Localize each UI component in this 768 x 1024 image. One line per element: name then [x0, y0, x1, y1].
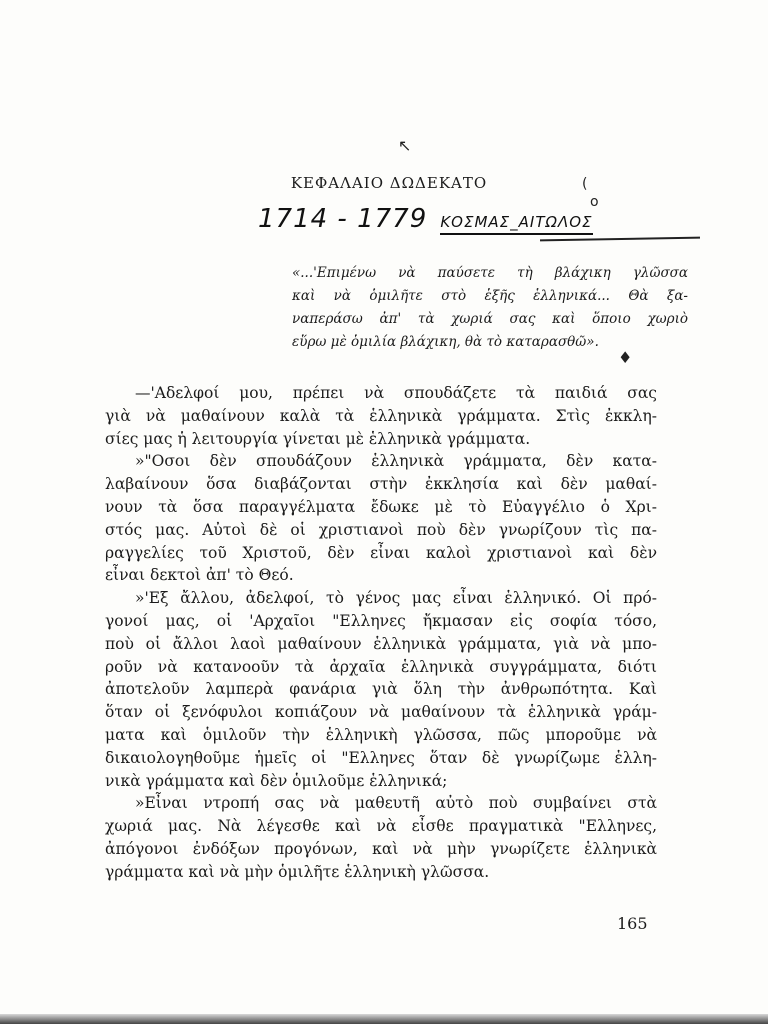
- body-text: [105, 382, 657, 884]
- epigraph: [292, 262, 688, 354]
- text-line: ἀπόγονοι ἐνδόξων προγόνων, καὶ νὰ μὴν γνωρίζετε ἑλληνικὰ: [105, 839, 657, 858]
- handwritten-name: ΚΟΣΜΑΣ_ΑΙΤΩΛΟΣ: [440, 213, 592, 235]
- epigraph-line: «...'Επιμένω νὰ παύσετε τὴ βλάχικη γλῶσσα: [292, 265, 688, 281]
- scan-edge: [0, 1014, 768, 1024]
- pen-mark: ♦: [618, 348, 633, 367]
- chapter-title: ΚΕΦΑΛΑΙΟ ΔΩΔΕΚΑΤΟ: [290, 174, 488, 192]
- text-line: δικαιολογηθοῦμε ἡμεῖς οἱ "Ελληνες ὅταν δὲ γνωρίζωμε ἑλλη-: [105, 748, 657, 767]
- page-number: 165: [617, 914, 648, 933]
- text-line: »Εἶναι ντροπή σας νὰ μαθευτῆ αὐτὸ ποὺ συμβαίνει στὰ: [135, 794, 657, 813]
- text-line: ραγγελίες τοῦ Χριστοῦ, δὲν εἶναι καλοὶ χριστιανοὶ καὶ δὲν: [105, 543, 657, 562]
- text-line: νουν τὰ ὅσα παραγγέλματα ἔδωκε μὲ τὸ Εὐαγγέλιο ὁ Χρι-: [105, 497, 657, 516]
- handwritten-underline: [540, 237, 700, 242]
- text-line: γιὰ νὰ μαθαίνουν καλὰ τὰ ἑλληνικὰ γράμματα. Στὶς ἐκκλη-: [105, 406, 657, 425]
- text-line: ποὺ οἱ ἄλλοι λαοὶ μαθαίνουν ἑλληνικὰ γράμματα, γιὰ νὰ μπο-: [105, 634, 657, 653]
- text-line: »"Οσοι δὲν σπουδάζουν ἑλληνικὰ γράμματα, δὲν κατα-: [135, 452, 657, 471]
- text-line: ἀποτελοῦν λαμπερὰ φανάρια γιὰ ὅλη τὴν ἀνθρωπότητα. Καὶ: [105, 680, 657, 699]
- epigraph-line: ναπεράσω ἀπ' τὰ χωριά σας καὶ ὅποιο χωριὸ: [292, 311, 688, 327]
- pen-mark: o: [590, 194, 599, 210]
- handwritten-years: 1714 - 1779: [258, 204, 428, 234]
- text-line: —'Αδελφοί μου, πρέπει νὰ σπουδάζετε τὰ παιδιά σας: [135, 384, 657, 402]
- handwritten-annotation: [258, 204, 718, 235]
- epigraph-line: καὶ νὰ ὁμιλῆτε στὸ ἑξῆς ἑλληνικά... Θὰ ξα-: [292, 288, 688, 304]
- text-line: »'Εξ ἄλλου, ἀδελφοί, τὸ γένος μας εἶναι ἑλληνικό. Οἱ πρό-: [135, 589, 657, 608]
- text-line: νικὰ γράμματα καὶ δὲν ὁμιλοῦμε ἑλληνικά;: [105, 771, 448, 790]
- text-line: στός μας. Αὐτοὶ δὲ οἱ χριστιανοὶ ποὺ δὲν γνωρίζουν τὶς πα-: [105, 520, 657, 539]
- pen-mark: ↖: [398, 136, 412, 155]
- pen-mark: (: [582, 176, 588, 192]
- epigraph-line: εὕρω μὲ ὁμιλία βλάχικη, θὰ τὸ καταρασθῶ».: [292, 334, 599, 350]
- text-line: γράμματα καὶ νὰ μὴν ὁμιλῆτε ἑλληνικὴ γλῶσσα.: [105, 862, 490, 881]
- text-line: ροῦν νὰ κατανοοῦν τὰ ἀρχαῖα ἑλληνικὰ συγγράμματα, διότι: [105, 657, 657, 676]
- text-line: γονοί μας, οἱ 'Αρχαῖοι "Ελληνες ἤκμασαν εἰς σοφία τόσο,: [105, 611, 657, 630]
- text-line: χωριά μας. Νὰ λέγεσθε καὶ νὰ εἶσθε πραγματικὰ "Ελληνες,: [105, 817, 657, 836]
- text-line: ματα καὶ ὁμιλοῦν τὴν ἑλληνικὴ γλῶσσα, πῶς μποροῦμε νὰ: [105, 725, 657, 744]
- text-line: λαβαίνουν ὅσα διαβάζονται στὴν ἐκκλησία καὶ δὲν μαθαί-: [105, 475, 657, 494]
- text-line: ὅταν οἱ ξενόφυλοι κοπιάζουν νὰ μαθαίνουν τὰ ἑλληνικὰ γράμ-: [105, 703, 657, 722]
- text-line: σίες μας ἡ λειτουργία γίνεται μὲ ἑλληνικὰ γράμματα.: [105, 429, 531, 448]
- text-line: εἶναι δεκτοὶ ἀπ' τὸ Θεό.: [105, 566, 294, 585]
